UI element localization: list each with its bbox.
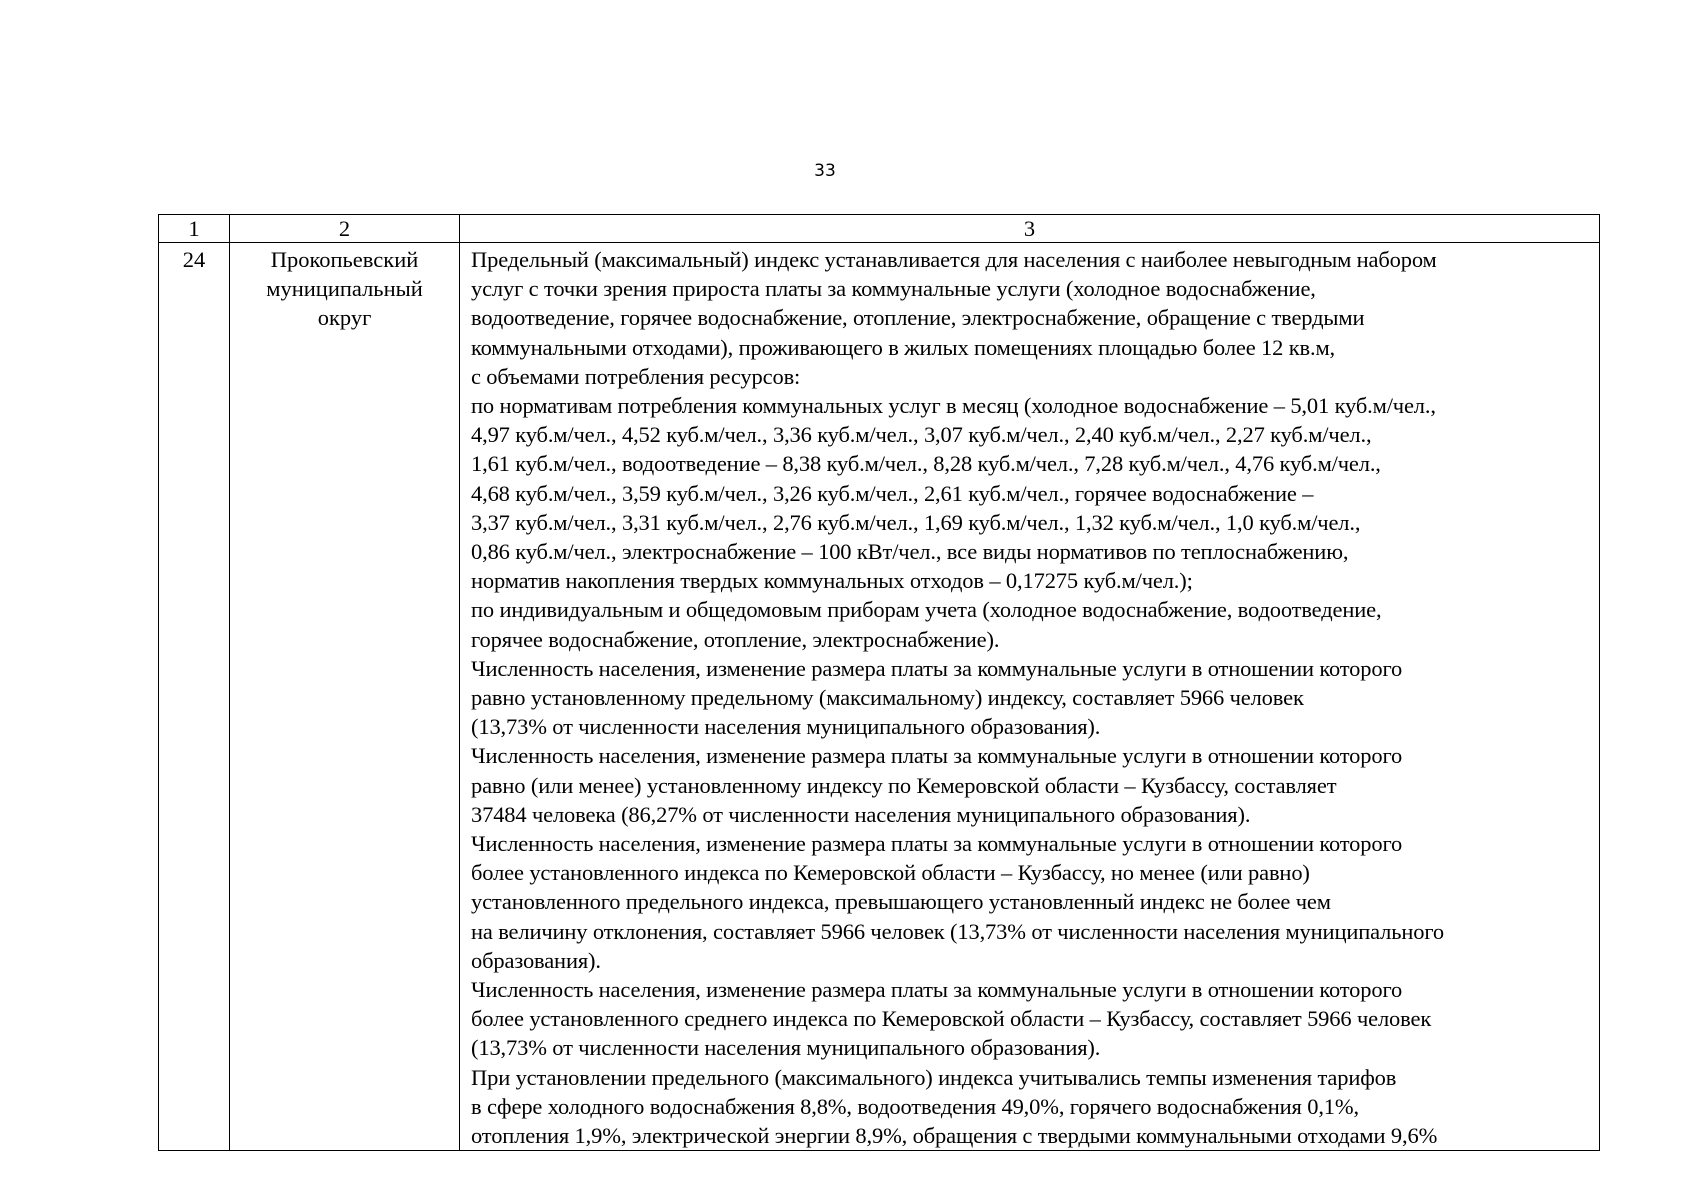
description-text-line: водоотведение, горячее водоснабжение, отопление, электроснабжение, обращение с твердыми bbox=[471, 305, 1365, 331]
description-text-line: При установлении предельного (максимального) индекса учитывались темпы изменения тарифов bbox=[471, 1064, 1397, 1090]
column-header-2: 2 bbox=[230, 215, 460, 243]
description-text-line: (13,73% от численности населения муниципального образования). bbox=[471, 714, 1101, 740]
description-text-line: в сфере холодного водоснабжения 8,8%, водоотведения 49,0%, горячего водоснабжения 0,1%, bbox=[471, 1093, 1359, 1119]
description-text-line: Численность населения, изменение размера платы за коммунальные услуги в отношении которого bbox=[471, 831, 1403, 857]
description-text-line: 3,37 куб.м/чел., 3,31 куб.м/чел., 2,76 куб.м/чел., 1,69 куб.м/чел., 1,32 куб.м/чел., 1,0 куб.м/чел., bbox=[471, 509, 1361, 535]
description-text-line: (13,73% от численности населения муниципального образования). bbox=[471, 1035, 1101, 1061]
district-name-line: Прокопьевский bbox=[270, 247, 419, 272]
description-text-line: на величину отклонения, составляет 5966 человек (13,73% от численности населения муниципального bbox=[471, 918, 1444, 944]
description-text-line: более установленного среднего индекса по Кемеровской области – Кузбассу, составляет 5966 человек bbox=[471, 1006, 1432, 1032]
description-text-line: Предельный (максимальный) индекс устанавливается для населения с наиболее невыгодным набором bbox=[471, 247, 1437, 272]
description-text-line: коммунальными отходами), проживающего в жилых помещениях площадью более 12 кв.м, bbox=[471, 334, 1336, 360]
description-text-line: установленного предельного индекса, превышающего установленный индекс не более чем bbox=[471, 889, 1331, 915]
description-text-line: равно установленному предельному (максимальному) индексу, составляет 5966 человек bbox=[471, 685, 1304, 711]
description-text-line: 37484 человека (86,27% от численности населения муниципального образования). bbox=[471, 801, 1251, 827]
district-name-line: округ bbox=[317, 305, 372, 331]
description-text-line: 1,61 куб.м/чел., водоотведение – 8,38 куб.м/чел., 8,28 куб.м/чел., 7,28 куб.м/чел., 4,76 куб.м/чел., bbox=[471, 451, 1381, 477]
district-name-cell bbox=[230, 243, 460, 1151]
district-name-line: муниципальный bbox=[266, 276, 423, 302]
description-text-line: норматив накопления твердых коммунальных отходов – 0,17275 куб.м/чел.); bbox=[471, 568, 1193, 594]
description-text-line: услуг с точки зрения прироста платы за коммунальные услуги (холодное водоснабжение, bbox=[471, 276, 1316, 302]
description-text-line: 0,86 куб.м/чел., электроснабжение – 100 кВт/чел., все виды нормативов по теплоснабжению, bbox=[471, 539, 1349, 565]
row-number-cell: 24 bbox=[159, 243, 230, 1151]
column-header-3: 3 bbox=[460, 215, 1600, 243]
description-text-line: Численность населения, изменение размера платы за коммунальные услуги в отношении которого bbox=[471, 743, 1403, 769]
description-text-line: 4,97 куб.м/чел., 4,52 куб.м/чел., 3,36 куб.м/чел., 3,07 куб.м/чел., 2,40 куб.м/чел., 2,27 куб.м/чел., bbox=[471, 422, 1372, 448]
description-text-line: образования). bbox=[471, 947, 601, 973]
tariff-index-table bbox=[158, 214, 1600, 1151]
description-text-line: более установленного индекса по Кемеровской области – Кузбассу, но менее (или равно) bbox=[471, 860, 1310, 886]
description-text-line: Численность населения, изменение размера платы за коммунальные услуги в отношении которого bbox=[471, 655, 1403, 681]
description-text-line: равно (или менее) установленному индексу по Кемеровской области – Кузбассу, составляет bbox=[471, 772, 1337, 798]
index-description-cell bbox=[460, 243, 1600, 1151]
description-text-line: горячее водоснабжение, отопление, электроснабжение). bbox=[471, 626, 1000, 652]
description-text-line: по нормативам потребления коммунальных услуг в месяц (холодное водоснабжение – 5,01 куб.м/чел., bbox=[471, 393, 1436, 419]
description-text-line: отопления 1,9%, электрической энергии 8,9%, обращения с твердыми коммунальными отходами 9,6% bbox=[471, 1123, 1438, 1149]
description-text-line: 4,68 куб.м/чел., 3,59 куб.м/чел., 3,26 куб.м/чел., 2,61 куб.м/чел., горячее водоснабжение – bbox=[471, 480, 1314, 506]
description-text-line: с объемами потребления ресурсов: bbox=[471, 363, 801, 389]
table-row bbox=[159, 243, 1600, 1151]
table-header-row bbox=[159, 215, 1600, 243]
description-text-line: Численность населения, изменение размера платы за коммунальные услуги в отношении которого bbox=[471, 977, 1403, 1003]
column-header-1: 1 bbox=[159, 215, 230, 243]
description-text-line: по индивидуальным и общедомовым приборам учета (холодное водоснабжение, водоотведение, bbox=[471, 597, 1382, 623]
page-number: 33 bbox=[814, 161, 836, 181]
